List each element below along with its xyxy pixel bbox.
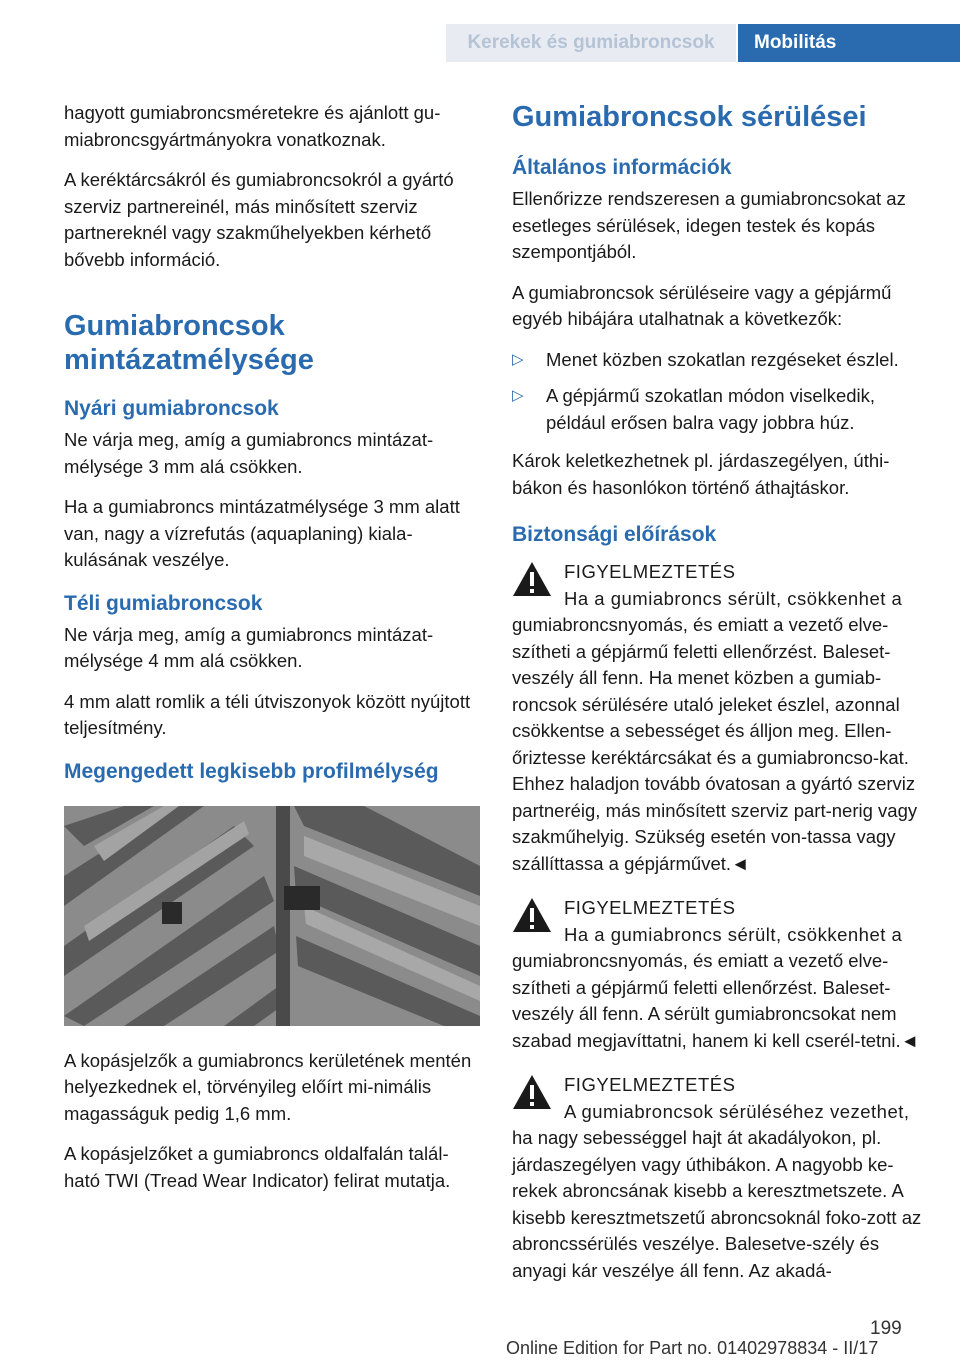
general-info-heading: Általános információk — [512, 156, 732, 179]
summer-paragraph-2: Ha a gumiabroncs mintázatmélysége 3 mm alatt van, nagy a vízrefutás (aquaplaning) kiala-kulásának veszélye. — [64, 496, 460, 570]
list-item: ▷ A gépjármű szokatlan módon viselkedik, például erősen balra vagy jobbra húz. — [512, 385, 876, 433]
warning-body: gumiabroncsnyomás, és emiatt a vezető elve-szítheti a gépjármű feletti ellenőrzést. Baleset-veszély áll fenn. Ha menet közben a gumiab-roncsok sérülésére utaló jeleket észlel, azonnal csökkentse a sebességet és álljon meg. Ellen-őriztesse keréktárcsákat és a gumiabroncso-kat. Ehhez haladjon tovább óvatosan a gyártó szerviz partneréig, más minősített szerviz part-nerig vagy szakműhelyig. Szükség esetén von-tassa vagy szállíttassa a gépjárművet.◄ — [512, 614, 918, 874]
warning-title: FIGYELMEZTETÉS — [564, 561, 736, 582]
general-paragraph-2: A gumiabroncsok sérüléseire vagy a gépjármű egyéb hibájára utalhatnak a következők: — [512, 281, 892, 329]
symptom-list — [512, 347, 930, 437]
bullet-triangle-icon: ▷ — [512, 387, 524, 404]
intro-paragraph-1: hagyott gumiabroncsméretekre és ajánlott gu-miabroncsgyártmányokra vonatkoznak. — [64, 102, 441, 150]
warning-title: FIGYELMEZTETÉS — [564, 1074, 736, 1095]
warning-block — [512, 1072, 930, 1284]
summer-tires-heading: Nyári gumiabroncsok — [64, 397, 279, 420]
warning-lead: Ha a gumiabroncs sérült, csökkenhet a — [564, 587, 903, 609]
page-header — [0, 0, 960, 62]
warning-triangle-icon — [512, 897, 552, 933]
header-section-title: Kerekek és gumiabroncsok — [446, 24, 736, 62]
warning-title: FIGYELMEZTETÉS — [564, 897, 736, 918]
safety-heading: Biztonsági előírások — [512, 523, 717, 546]
summer-paragraph-1: Ne várja meg, amíg a gumiabroncs mintázat-mélysége 3 mm alá csökken. — [64, 429, 434, 477]
general-paragraph-3: Károk keletkezhetnek pl. járdaszegélyen, úthi-bákon és hasonlókon történő áthajtáskor. — [512, 450, 890, 498]
min-depth-paragraph-2: A kopásjelzőket a gumiabroncs oldalfalán talál-ható TWI (Tread Wear Indicator) felirat mutatja. — [64, 1143, 451, 1191]
warning-triangle-icon — [512, 1074, 552, 1110]
warning-lead: Ha a gumiabroncs sérült, csökkenhet a — [564, 923, 903, 945]
tread-wear-indicator-image — [64, 806, 480, 1026]
warning-block — [512, 895, 930, 1054]
warning-body: ha nagy sebességgel hajt át akadályokon, pl. járdaszegélyen vagy úthibákon. A nagyobb ke-rekek abroncsának kisebb a keresztmetszete. A kisebb keresztmetszetű abroncsoknál foko-zott az abroncssérülés veszélye. Balesetve-szély és anyagi kár veszélye áll fenn. Az akadá- — [512, 1127, 922, 1281]
warning-block — [512, 559, 930, 877]
warning-triangle-icon — [512, 561, 552, 597]
warning-lead: A gumiabroncsok sérüléséhez vezethet, — [564, 1100, 910, 1122]
list-item: ▷ Menet közben szokatlan rezgéseket észlel. — [512, 347, 930, 374]
intro-paragraph-2: A keréktárcsákról és gumiabroncsokról a gyártó szerviz partnereinél, más minősített szerviz partnereknél vagy szakműhelyekben kérhető bővebb információ. — [64, 169, 454, 270]
winter-tires-heading: Téli gumiabroncsok — [64, 591, 263, 615]
min-depth-paragraph-1: A kopásjelzők a gumiabroncs kerületének mentén helyezkednek el, törvényileg előírt mi-nimális magasságuk pedig 1,6 mm. — [64, 1049, 472, 1124]
page-footer: Online Edition for Part no. 01402978834 - II/17 — [506, 1338, 879, 1358]
tire-tread-illustration — [64, 806, 480, 1026]
header-chapter-tab: Mobilitás — [738, 24, 960, 62]
tire-damage-heading: Gumiabroncsok sérülései — [512, 101, 867, 133]
tread-depth-heading: Gumiabroncsok mintázatmélysége — [64, 310, 314, 376]
general-paragraph-1: Ellenőrizze rendszeresen a gumiabroncsokat az esetleges sérülések, idegen testek és kopás szempontjából. — [512, 188, 906, 262]
winter-paragraph-2: 4 mm alatt romlik a téli útviszonyok között nyújtott teljesítmény. — [64, 690, 471, 738]
left-column — [64, 100, 480, 1208]
winter-paragraph-1: Ne várja meg, amíg a gumiabroncs mintázat-mélysége 4 mm alá csökken. — [64, 623, 434, 671]
bullet-triangle-icon: ▷ — [512, 350, 524, 368]
right-column — [512, 100, 930, 1302]
page-number: 199 — [870, 1318, 902, 1339]
min-depth-heading: Megengedett legkisebb profilmélység — [64, 759, 439, 783]
warning-body: gumiabroncsnyomás, és emiatt a vezető elve-szítheti a gépjármű feletti ellenőrzést. Baleset-veszély áll fenn. A sérült gumiabroncsokat nem szabad megjavíttatni, hanem ki kell cserél-tetni.◄ — [512, 950, 919, 1051]
